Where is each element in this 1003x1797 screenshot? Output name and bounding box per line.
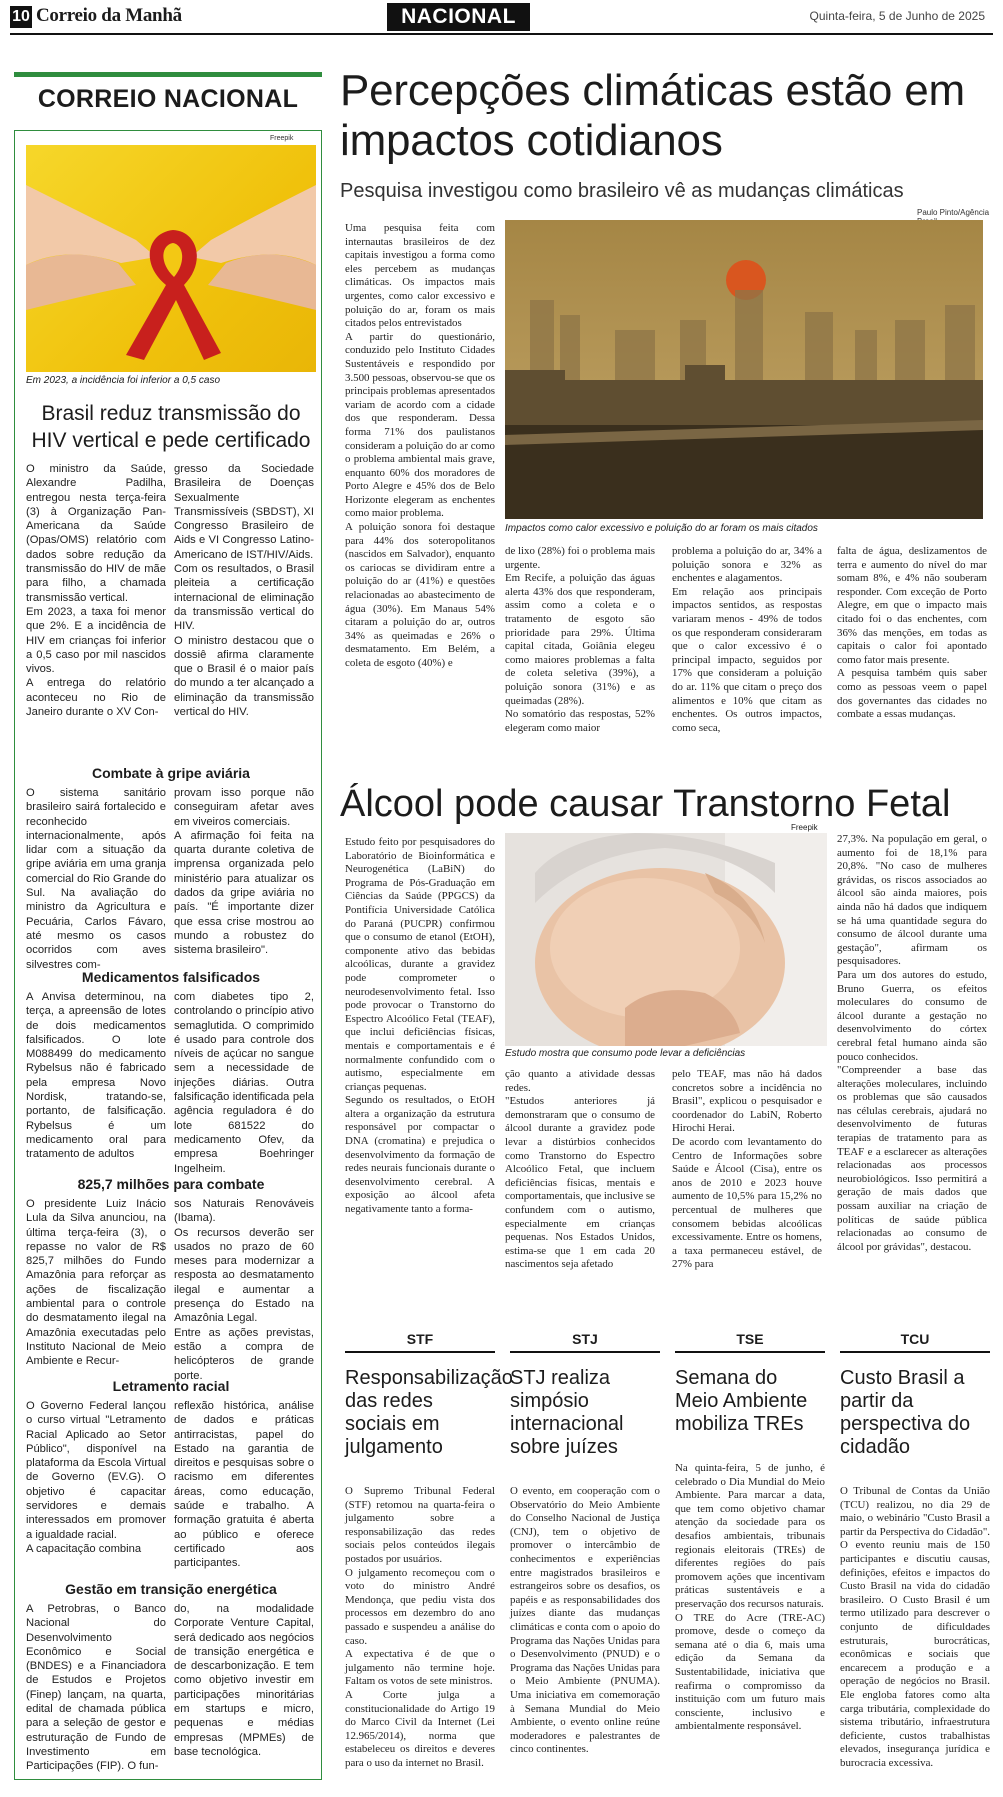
column-title: CORREIO NACIONAL [37, 85, 299, 113]
column-accent-bar [14, 72, 322, 77]
article-body: sos Naturais Renováveis (Ibama). Os recursos deverão ser usados no prazo de 60 meses para modernizar a resposta ao desmatamento ilegal e aumentar a presença do Estado na Amazônia Legal. Entre as ações previstas, estão a compra de helicópteros de grande porte. [174, 1198, 314, 1382]
article-body: O sistema sanitário brasileiro sairá fortalecido e reconhecido internacionalmente, após lidar com a situação da gripe aviária em uma granja comercial do Rio Grande do Sul. Na avaliação do ministro da Agricultura e Pecuária, Carlos Fávaro, até mesmo os casos ocorridos com aves silvestres com- [26, 787, 166, 971]
brief-body: O Tribunal de Contas da União (TCU) realizou, no dia 29 de maio, o webinário "Custo Brasil a partir da Perspectiva do Cidadão". O evento reuniu mais de 150 participantes e discutiu causas, definições, efeitos e impactos do Custo Brasil na vida do cidadão brasileiro. O Custo Brasil é um termo utilizado para descrever o conjunto de dificuldades estruturais, burocráticas, econômicas e sociais que encarecem a produção e a operação de negócios no Brasil. Ele engloba fatores como alta carga tributária, complexidade do sistema tributário, infraestrutura deficiente, custos trabalhistas elevados, insegurança jurídica e burocracia excessiva. [840, 1485, 990, 1769]
main-subheadline: Pesquisa investigou como brasileiro vê as mudanças climáticas [340, 180, 904, 202]
brief-heading: Combate à gripe aviária [92, 765, 250, 781]
article-body: de lixo (28%) foi o problema mais urgente. Em Recife, a poluição das águas alerta 43% dos que responderam, assim como a coleta e o tratamento de esgoto são prioridade para 29%. Última capital citada, Goiânia elegeu como maiores problemas a falta de coleta seletiva (39%), a poluição sonora (31%) e as queimadas (28%). No somatório das respostas, 52% elegeram como maior [505, 545, 656, 734]
brief-body: O Supremo Tribunal Federal (STF) retomou na quarta-feira o julgamento sobre a responsabilização das redes sociais pelos conteúdos ilegais postados por usuários. O julgamento recomeçou com o voto do ministro André Mendonça, que pediu vista dos processos em dezembro do ano passado e suspendeu a análise do caso. A expectativa é de que o julgamento não termine hoje. Faltam os votos de sete ministros. A Corte julga a constitucionalidade do Artigo 19 do Marco Civil da Internet (Lei 12.965/2014), norma que estabeleceu os direitos e deveres para o uso da internet no Brasil. [345, 1485, 495, 1769]
brief-heading: Gestão em transição energética [65, 1581, 277, 1597]
brief-stj [510, 1331, 660, 1757]
brief-tse [675, 1331, 825, 1734]
article-body: reflexão histórica, análise de dados e práticas antirracistas, papel do Estado na garantia de direitos e pesquisas sobre o racismo em diferentes áreas, como educação, saúde e trabalho. A formação gratuita é aberta ao público e oferece certificado aos participantes. [174, 1400, 314, 1570]
brief-heading: Letramento racial [112, 1378, 230, 1394]
photo-caption: Estudo mostra que consumo pode levar a deficiências [505, 1048, 746, 1059]
article-body: ção quanto a atividade dessas redes. "Estudos anteriores já demonstraram que o consumo de álcool durante a gravidez pode levar a distúrbios conhecidos como Transtorno do Espectro Alcoólico Fetal, que incluem deficiências físicas, mentais e comportamentais, que inclusive se confundem com o autismo, especialmente em crianças pequenas. Nos Estados Unidos, estima-se que 1 em cada 20 nascimentos seja afetado [505, 1068, 656, 1271]
pregnant-belly-illustration [505, 833, 827, 1046]
city-skyline-photo [505, 220, 983, 519]
red-ribbon-illustration [26, 145, 316, 372]
brief-title: Responsabilização das redes sociais em julgamento [345, 1367, 513, 1458]
brief-rule [345, 1351, 495, 1353]
brief-title: Semana do Meio Ambiente mobiliza TREs [675, 1367, 808, 1435]
section-label: NACIONAL [387, 3, 530, 31]
brief-body: O evento, em cooperação com o Observatório do Meio Ambiente do Conselho Nacional de Justiça (CNJ), tem o objetivo de promover o intercâmbio de conhecimentos e experiências entre magistrados brasileiros e estrangeiros sobre os desafios, os papéis e as responsabilidades dos juízes diante das mudanças climáticas e conta com o apoio do Programa das Nações Unidas para o Desenvolvimento (PNUD) e o Programa das Nações Unidas para o Meio Ambiente (PNUMA). Uma iniciativa em comemoração à Semana Mundial do Meio Ambiente, o evento online reúne moderadores e palestrantes de cinco continentes. [510, 1485, 660, 1756]
article-body: provam isso porque não conseguiram afetar aves em viveiros comerciais. A afirmação foi feita na quarta durante coletiva de imprensa organizada pelo ministério para atualizar os dados da gripe aviária no país. "É importante dizer que essa crise mostrou ao mundo a robustez do sistema brasileiro". [174, 787, 314, 957]
article-body: com diabetes tipo 2, controlando o princípio ativo semaglutida. O comprimido é usado para controle dos níveis de açúcar no sangue sem a necessidade de injeções diárias. Outra falsificação identificada pela agência reguladora é do lote 681522 do medicamento Ofev, da empresa Boehringer Ingelheim. [174, 991, 314, 1175]
brief-heading: 825,7 milhões para combate [77, 1176, 265, 1192]
pregnant-belly-photo [505, 833, 827, 1046]
brief-tag: STJ [572, 1331, 598, 1347]
brief-tcu [840, 1331, 990, 1770]
photo-caption: Em 2023, a incidência foi inferior a 0,5 caso [26, 375, 220, 386]
article-body: O presidente Luiz Inácio Lula da Silva anunciou, na última terça-feira (3), o repasse no valor de R$ 825,7 milhões do Fundo Amazônia para reforçar as ações de fiscalização ambiental para o controle do desmatamento ilegal na Amazônia executadas pelo Instituto Nacional de Meio Ambiente e Recur- [26, 1198, 166, 1368]
brief-rule [675, 1351, 825, 1353]
article-headline: Brasil reduz transmissão do HIV vertical e pede certificado [31, 402, 311, 452]
article-body: Estudo feito por pesquisadores do Laboratório de Bioinformática e Neurogenética (LaBiN) do Programa de Pós-Graduação em Ciências da Saúde (PPGCS) da Pontifícia Universidade Católica do Paraná (PUCPR) confirmou que o consumo de etanol (EtOH), componente ativo das bebidas alcoólicas, durante a gravidez pode comprometer o neurodesenvolvimento fetal. Isso pode provocar o Transtorno do Espectro Alcoólico Fetal (TEAF), que inclui deficiências físicas, mentais e comportamentais e é normalmente confundido com o autismo, especialmente em crianças pequenas. Segundo os resultados, o EtOH altera a organização da estrutura responsável por compactar o DNA (cromatina) e prejudica o desenvolvimento da formação de redes neurais funcionais durante o desenvolvimento cerebral. A exposição ao álcool afeta negativamente tanto a forma- [345, 836, 495, 1216]
brief-tag: STF [406, 1331, 434, 1347]
article-body: problema a poluição do ar, 34% a poluição sonora e 32% as enchentes e alagamentos. Em relação aos principais impactos sentidos, as respostas variaram menos - 49% de todos os que responderam consideraram que o calor excessivo é o principal impacto, seguidos por 17% que consideram a poluição do ar. 11% que citam o preço dos alimentos e 10% que citam as enchentes. Os outros impactos, como seca, [672, 545, 822, 734]
hazy-skyline-illustration [505, 220, 983, 519]
brief-title: STJ realiza simpósio internacional sobre juízes [510, 1367, 624, 1458]
article-body: pelo TEAF, mas não há dados concretos sobre a incidência no Brasil", explicou o pesquisador e coordenador do LabiN, Roberto Hirochi Herai. De acordo com levantamento do Centro de Informações sobre Saúde e Álcool (Cisa), entre os anos de 2010 e 2023 houve aumento de 10,5% para 15,2% no percentual de mulheres que consomem bebidas alcoólicas excessivamente. Entre os homens, a taxa permaneceu estável, de 27% para [672, 1068, 822, 1271]
article-body: gresso da Sociedade Brasileira de Doenças Sexualmente Transmissíveis (SBDST), XI Congresso Brasileiro de Aids e VI Congresso Latino-Americano de IST/HIV/Aids. Com os resultados, o Brasil pleiteia a certificação internacional de eliminação da transmissão vertical do HIV. O ministro destacou que o dossiê afirma claramente que o Brasil é o maior país do mundo a ter alcançado a eliminação da transmissão vertical do HIV. [174, 463, 314, 719]
article-body: falta de água, deslizamentos de terra e aumento do nível do mar somam 8%, e 4% não souberam responder. Com exceção de Porto Alegre, em que o impacto mais citado foi o das enchentes, com 36% das menções, em todas as capitais o calor foi apontado como fator mais presente. A pesquisa também quis saber como as pessoas veem o papel dos governantes das cidades no combate a essas mudanças. [837, 545, 987, 721]
brief-stf [345, 1331, 513, 1770]
page-header [0, 0, 1003, 34]
article-body: Uma pesquisa feita com internautas brasileiros de dez capitais investigou a forma como eles percebem as mudanças climáticas. Os impactos mais urgentes, como calor excessivo e poluição do ar, foram os mais citados pelos entrevistados A partir do questionário, conduzido pelo Instituto Cidades Sustentáveis e respondido por 3.500 pessoas, observou-se que os principais problemas apresentados variam de acordo com a cidade dos que responderam. Dessa forma 71% dos paulistanos consideram a poluição do ar como o problema ambiental mais grave, enquanto 60% dos moradores de Porto Alegre e 45% dos de Belo Horizonte elegeram as enchentes como maior problema. A poluição sonora foi destaque para 44% dos soteropolitanos (nascidos em Salvador), enquanto os cariocas se dividiram entre a poluição do ar (41%) e questões relacionadas ao abastecimento de água (30%). Em Manaus 54% citaram a poluição do ar, outros 34% as queimadas e 26% o desmatamento. Em Belém, a coleta de esgoto (40%) e [345, 222, 496, 669]
photo-credit: Freepik [270, 135, 294, 142]
newspaper-name: Correio da Manhã [36, 5, 182, 26]
photo-credit: Paulo Pinto/Agência [917, 208, 990, 217]
page-number: 10 [10, 6, 32, 28]
article-body: O Governo Federal lançou o curso virtual "Letramento Racial Aplicado ao Setor Público", disponível na plataforma da Escola Virtual de Governo (EV.G). O objetivo é capacitar servidores e demais interessados em promover a igualdade racial. A capacitação combina [26, 1400, 166, 1555]
brief-tag: TCU [900, 1331, 930, 1347]
article-body: do, na modalidade Corporate Venture Capital, será dedicado aos negócios de transição energética e de descarbonização. E tem como objetivo investir em participações minoritárias em startups e micro, pequenas e médias empresas (MPMEs) de base tecnológica. [174, 1603, 314, 1758]
photo-caption: Impactos como calor excessivo e poluição do ar foram os mais citados [505, 523, 818, 534]
brief-rule [840, 1351, 990, 1353]
article-body: O ministro da Saúde, Alexandre Padilha, entregou nesta terça-feira (3) à Organização Pan-Americana da Saúde (Opas/OMS) relatório com dados sobre redução da transmissão do HIV de mãe para filho, a chamada transmissão vertical. Em 2023, a taxa foi menor que 2%. E a incidência de HIV em crianças foi inferior a 0,5 caso por mil nascidos vivos. A entrega do relatório aconteceu no Rio de Janeiro durante o XV Con- [26, 463, 166, 719]
ribbon-photo [26, 145, 316, 372]
brief-body: Na quinta-feira, 5 de junho, é celebrado o Dia Mundial do Meio Ambiente. Para marcar a data, que tem como objetivo chamar atenção da sociedade para os desafios ambientais, tribunais regionais eleitorais (TREs) de diferentes regiões do país promovem ações que incentivam práticas sustentáveis e a preservação dos recursos naturais. O TRE do Acre (TRE-AC) promove, desde o começo da semana até o dia 6, mais uma edição da Semana da Sustentabilidade, iniciativa que reafirma o compromisso da instituição com um futuro mais consciente, inclusivo e ambientalmente responsável. [675, 1462, 825, 1733]
issue-date: Quinta-feira, 5 de Junho de 2025 [809, 9, 985, 23]
article-headline: Álcool pode causar Transtorno Fetal [340, 783, 951, 825]
brief-tag: TSE [736, 1331, 764, 1347]
brief-rule [510, 1351, 660, 1353]
article-body: A Anvisa determinou, na terça, a apreensão de lotes de dois medicamentos falsificados. O lote M088499 do medicamento Rybelsus não é fabricado pela empresa Novo Nordisk, tratando-se, portanto, de falsificação. Rybelsus é um medicamento oral para tratamento de adultos [26, 991, 166, 1161]
article-body: 27,3%. Na população em geral, o aumento foi de 18,1% para 20,8%. "No caso de mulheres grávidas, os riscos associados ao álcool são ainda maiores, pois ainda não há dados que indiquem se há uma quantidade segura do consumo de álcool durante uma gestação", afirmam os pesquisadores. Para um dos autores do estudo, Bruno Guerra, os efeitos moleculares do consumo de álcool durante a gestação no desenvolvimento do córtex cerebral fetal humano ainda são pouco conhecidos. "Compreender a base das alterações moleculares, incluindo os problemas que são causados nas células cerebrais, ajudará no desenvolvimento de futuras terapias de tratamento para as TEAF e a esclarecer as alterações relacionadas aos processos neurobiológicos. Isso permitirá a geração de mais dados que possam auxiliar na criação de políticas de saúde pública relacionadas ao consumo de álcool por grávidas", destacou. [837, 833, 987, 1253]
main-headline: Percepções climáticas estão em impactos cotidianos [340, 66, 965, 165]
header-rule [10, 33, 993, 35]
brief-title: Custo Brasil a partir da perspectiva do cidadão [840, 1367, 971, 1458]
photo-credit: Freepik [791, 823, 818, 832]
brief-heading: Medicamentos falsificados [81, 969, 261, 985]
article-body: A Petrobras, o Banco Nacional do Desenvolvimento Econômico e Social (BNDES) e a Financiadora de Estudos e Projetos (Finep) lançam, na quarta, edital de chamada pública para a seleção de gestor e estruturação de Fundo de Investimento em Participações (FIP). O fun- [26, 1603, 166, 1773]
